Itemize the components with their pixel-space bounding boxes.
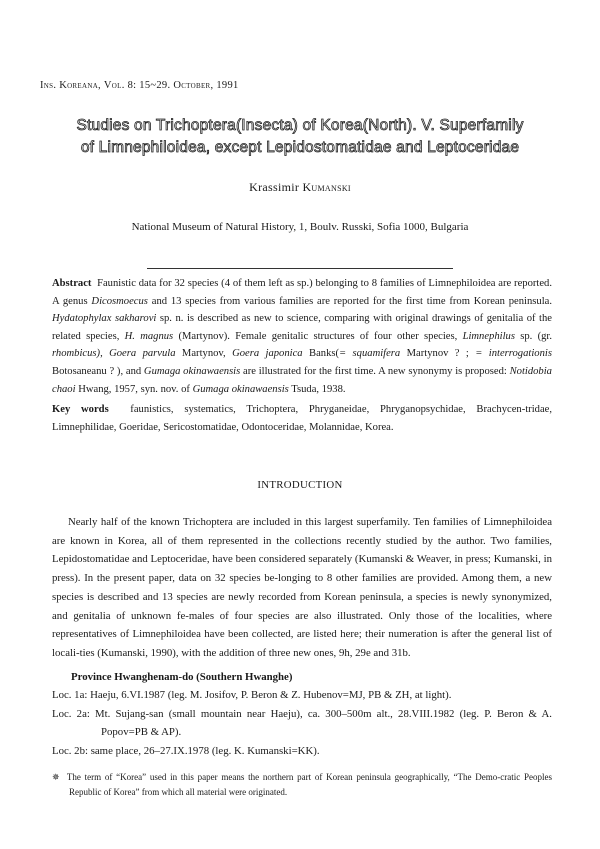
abstract-text: Hwang, 1957, syn. nov. of [75,383,193,395]
introduction-paragraph: Nearly half of the known Trichoptera are included in this largest superfamily. Ten families of Limnephiloidea are known in Korea, all of them represented in the collections recently studied by the author. Two families, Lepidostomatidae and Leptoceridae, have been considered separately (Kumanski & Weaver, in press; Kumanski, in press). In the present paper, data on 32 species be-longing to 8 other families are provided. Among them, a new species is described and 13 species are newly recorded from Korean peninsula, a species is newly synonymized, and genitalia of unknown fe-males of four species are also illustrated. Only those of the localities, where representatives of Limnephiloidea have been collected, are listed here; their numeration is after the general list of locali-ties (Kumanski, 1990), with the addition of three new ones, 9h, 29e and 31b. [52,516,552,659]
abstract-italic: Hydatophylax sakharovi [52,313,157,325]
footnote-marker-icon: ✵ [52,772,60,782]
abstract-italic: = interrogationis [475,348,552,360]
keywords-text: faunistics, systematics, Trichoptera, Phryganeidae, Phryganopsychidae, Brachycen-tridae, Limnephilidae, Goeridae, Sericostomatidae, Odontoceridae, Molannidae, Korea. [52,404,552,433]
abstract-italic: Gumaga okinawaensis [192,383,289,395]
locality-id: Loc. 2b: [52,744,88,757]
section-heading-introduction: INTRODUCTION [257,479,343,491]
abstract-italic: Dicosmoecus [91,295,148,307]
affiliation: National Museum of Natural History, 1, Boulv. Russki, Sofia 1000, Bulgaria [131,221,469,233]
abstract-label: Abstract [52,278,92,289]
author-given-name: Krassimir [249,180,300,194]
author-surname: Kumanski [302,180,351,194]
abstract-text: are illustrated for the first time. A new synonymy is proposed: [240,365,510,377]
abstract-italic: rhombicus), Goera parvula [52,348,176,360]
locality-item [52,705,552,742]
journal-month: October [173,80,211,91]
locality-item [52,686,552,705]
abstract-text: Tsuda, 1938. [288,383,346,395]
abstract-text: Banks( [302,348,340,360]
abstract-italic: Notidobia chaoi [52,365,552,395]
abstract-divider [147,268,453,269]
abstract-text: Botosaneanu ? ), and [52,365,144,377]
journal-year: 1991 [216,80,239,91]
locality-id: Loc. 2a: [52,707,90,720]
locality-item [52,742,552,761]
abstract-italic: H. magnus [124,330,174,342]
locality-text: Mt. Sujang-san (small mountain near Haeju), ca. 300–500m alt., 28.VIII.1982 (leg. P. Beron & A. Popov=PB & AP). [95,707,553,739]
abstract-text: sp. (gr. [514,330,553,342]
abstract-text: (Martynov). Female genitalic structures of four other species, [173,330,463,342]
abstract-italic: Limnephilus [462,330,515,342]
abstract [52,275,552,398]
footnote [52,770,552,800]
abstract-text: and 13 species from various families are reported for the first time from Korean peninsula. [147,295,553,307]
abstract-text: Martynov, [175,348,233,360]
paper-title [40,115,560,159]
journal-name: Ins. Koreana [40,80,99,91]
author [0,180,600,195]
journal-volume: Vol. 8 [103,80,134,91]
keywords-label: Key words [52,404,109,415]
abstract-text: sp. n. is described as new to science, comparing with original drawings of genitalia of the related species, [52,313,552,342]
title-line-1: Studies on Trichoptera(Insecta) of Korea(North). V. Superfamily [76,117,524,134]
journal-citation: Ins. Koreana, Vol. 8: 15~29. October, 1991 [40,80,239,91]
abstract-text: Faunistic data for 32 species (4 of them left as sp.) belonging to 8 families of Limnephiloidea are reported. A genus [52,278,552,307]
footnote-text: The term of “Korea” used in this paper means the northern part of Korean peninsula geographically, “The Demo-cratic Peoples Republic of Korea” from which all material were originated. [66,772,552,797]
keywords [52,401,552,436]
abstract-italic: = squamifera [339,348,401,360]
title-line-2: of Limnephiloidea, except Lepidostomatidae and Leptoceridae [80,139,520,156]
locality-list [52,686,552,760]
locality-text: same place, 26–27.IX.1978 (leg. K. Kumanski=KK). [90,744,320,757]
abstract-italic: Gumaga okinawaensis [143,365,241,377]
abstract-text: Martynov ? ; [400,348,476,360]
locality-text: Haeju, 6.VI.1987 (leg. M. Josifov, P. Beron & Z. Hubenov=MJ, PB & ZH, at light). [90,689,452,701]
locality-id: Loc. 1a: [52,689,88,701]
abstract-italic: Goera japonica [232,348,303,360]
journal-pages: 15~29. [139,80,171,91]
province-heading: Province Hwanghenam-do (Southern Hwanghe) [71,671,293,683]
